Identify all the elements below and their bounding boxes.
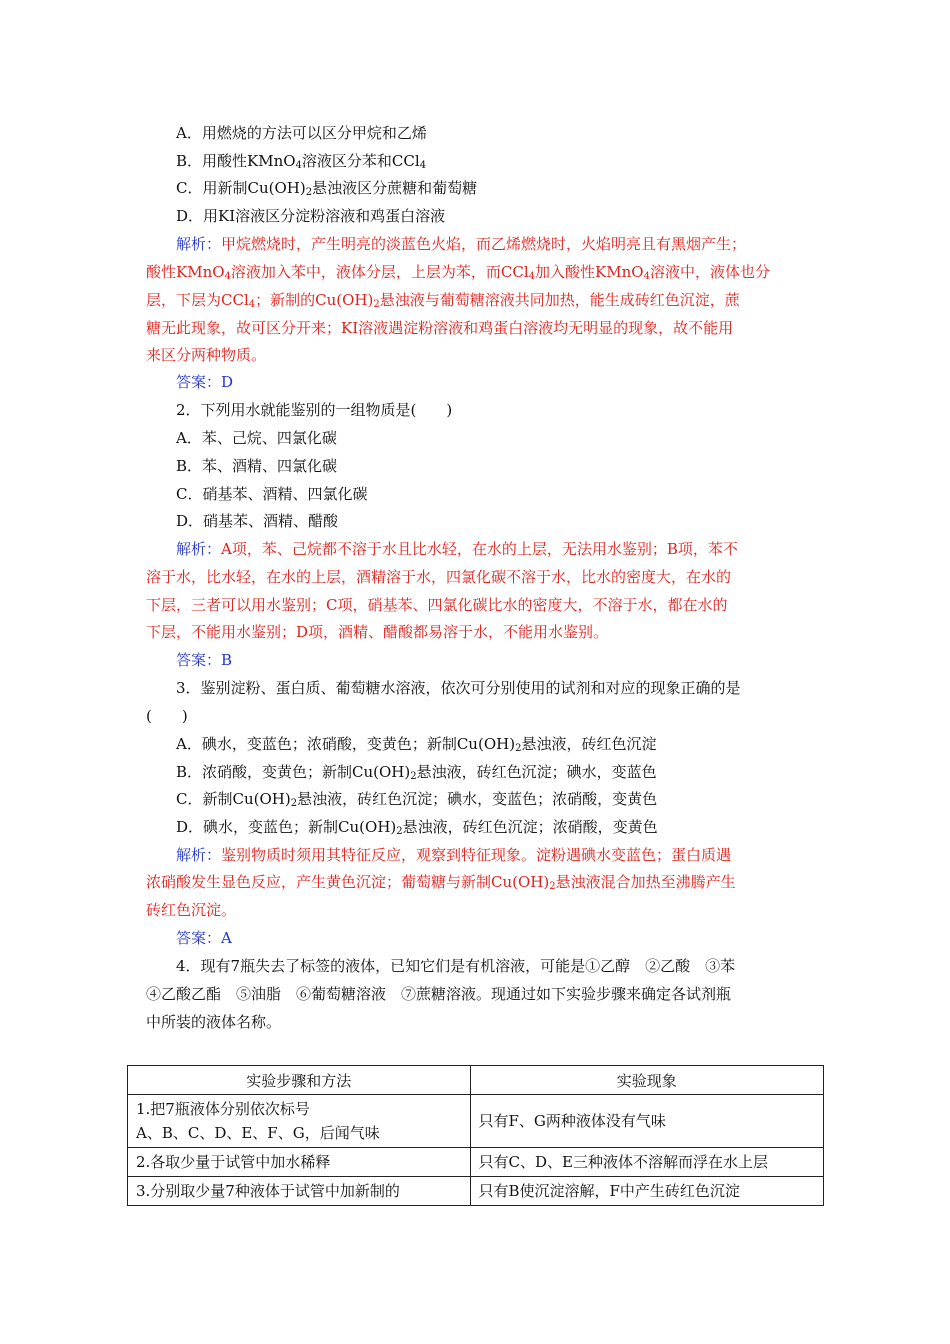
q3-option-d: D．碘水，变蓝色；新制$Cu(OH)_2$悬浊液，砖红色沉淀；浓硝酸，变黄色 (176, 818, 658, 837)
q1-option-c: C．用新制$Cu(OH)_2$悬浊液区分蔗糖和葡萄糖 (176, 179, 478, 198)
table-cell-result: 只有B使沉淀溶解，F中产生砖红色沉淀 (470, 1177, 824, 1206)
q2-option-d: D．硝基苯、酒精、醋酸 (176, 512, 339, 530)
q3-option-a: A．碘水，变蓝色；浓硝酸，变黄色；新制$Cu(OH)_2$悬浊液，砖红色沉淀 (176, 735, 657, 754)
q2-analysis-line-1 (176, 539, 738, 559)
q2-analysis-label: 解析： (176, 540, 222, 558)
q3-analysis-line-1 (176, 845, 731, 865)
table-cell-result: 只有C、D、E三种液体不溶解而浮在水上层 (470, 1148, 824, 1177)
q2-option-c: C．硝基苯、酒精、四氯化碳 (176, 485, 368, 503)
q3-option-b: B．浓硝酸，变黄色；新制$Cu(OH)_2$悬浊液，砖红色沉淀；碘水，变蓝色 (176, 763, 657, 782)
q3-analysis-line-3: 砖红色沉淀。 (146, 901, 237, 919)
q1-analysis-line-5: 来区分两种物质。 (146, 346, 267, 364)
q2-analysis-line-4: 下层，不能用水鉴别；D项，酒精、醋酸都易溶于水，不能用水鉴别。 (146, 623, 609, 641)
table-cell-step: 2.各取少量于试管中加水稀释 (128, 1148, 471, 1177)
q2-option-a: A．苯、己烷、四氯化碳 (176, 429, 337, 447)
q3-analysis-line-2: 浓硝酸发生显色反应，产生黄色沉淀；葡萄糖与新制$Cu(OH)_2$悬浊液混合加热至沸腾产生 (146, 873, 736, 892)
experiment-table (127, 1065, 824, 1206)
q1-analysis-line-2: 酸性KMnO$_4$溶液加入苯中，液体分层，上层为苯，而CCl$_4$加入酸性KMnO$_4$溶液中，液体也分 (146, 263, 770, 282)
table-cell-step: 3.分别取少量7种液体于试管中加新制的 (128, 1177, 471, 1206)
q2-analysis-line-3: 下层，三者可以用水鉴别；C项，硝基苯、四氯化碳比水的密度大，不溶于水，都在水的 (146, 596, 728, 614)
q1-option-b: B．用酸性KMnO$_4$溶液区分苯和CCl$_4$ (176, 152, 427, 171)
q1-analysis-line-4: 糖无此现象，故可区分开来；KI溶液遇淀粉溶液和鸡蛋白溶液均无明显的现象，故不能用 (146, 319, 734, 337)
table-cell-result: 只有F、G两种液体没有气味 (470, 1095, 824, 1148)
table-row (128, 1148, 824, 1177)
q1-analysis-text-1: 甲烷燃烧时，产生明亮的淡蓝色火焰，而乙烯燃烧时，火焰明亮且有黑烟产生； (221, 235, 747, 253)
q3-stem-line-2: ( ) (146, 707, 188, 725)
q4-stem-line-2: ④乙酸乙酯 ⑤油脂 ⑥葡萄糖溶液 ⑦蔗糖溶液。现通过如下实验步骤来确定各试剂瓶 (146, 985, 732, 1003)
q2-answer: 答案：B (176, 651, 233, 669)
q3-answer: 答案：A (176, 929, 232, 947)
q3-analysis-label: 解析： (176, 846, 222, 864)
q4-stem-line-3: 中所装的液体名称。 (146, 1013, 282, 1031)
q3-analysis-text-1: 鉴别物质时须用其特征反应，观察到特征现象。淀粉遇碘水变蓝色；蛋白质遇 (221, 846, 732, 864)
q2-stem: 2．下列用水就能鉴别的一组物质是( ) (176, 401, 453, 419)
q3-option-c: C．新制$Cu(OH)_2$悬浊液，砖红色沉淀；碘水，变蓝色；浓硝酸，变黄色 (176, 790, 658, 809)
q1-analysis-line-3: 层，下层为CCl$_4$；新制的$Cu(OH)_2$悬浊液与葡萄糖溶液共同加热，能生成砖红色沉淀，蔗 (146, 291, 740, 310)
q2-analysis-line-2: 溶于水，比水轻，在水的上层，酒精溶于水，四氯化碳不溶于水，比水的密度大，在水的 (146, 568, 732, 586)
q2-option-b: B．苯、酒精、四氯化碳 (176, 457, 338, 475)
q1-analysis-label: 解析： (176, 235, 222, 253)
q1-analysis-line-1 (176, 234, 746, 254)
q1-answer: 答案：D (176, 373, 234, 391)
q4-stem-line-1: 4．现有7瓶失去了标签的液体，已知它们是有机溶液，可能是①乙醇 ②乙酸 ③苯 (176, 957, 736, 975)
q1-option-a: A．用燃烧的方法可以区分甲烷和乙烯 (176, 124, 427, 142)
table-cell-step (128, 1095, 471, 1148)
q2-analysis-text-1: A项，苯、己烷都不溶于水且比水轻，在水的上层，无法用水鉴别；B项，苯不 (221, 540, 738, 558)
table-header-result: 实验现象 (470, 1066, 824, 1095)
q1-option-d: D．用KI溶液区分淀粉溶液和鸡蛋白溶液 (176, 207, 446, 225)
table-row (128, 1095, 824, 1148)
table-header-step: 实验步骤和方法 (128, 1066, 471, 1095)
step-line: A、B、C、D、E、F、G，后闻气味 (136, 1124, 380, 1142)
q3-stem-line-1: 3．鉴别淀粉、蛋白质、葡萄糖水溶液，依次可分别使用的试剂和对应的现象正确的是 (176, 679, 741, 697)
step-line: 1.把7瓶液体分别依次标号 (136, 1100, 310, 1118)
table-header-row (128, 1066, 824, 1095)
table-row (128, 1177, 824, 1206)
